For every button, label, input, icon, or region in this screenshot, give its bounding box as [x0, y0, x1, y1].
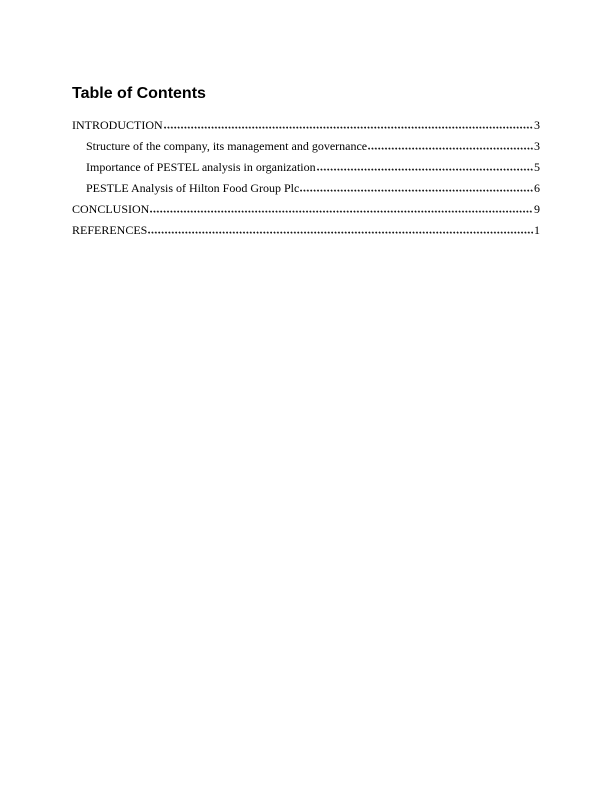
dot-leader [317, 168, 533, 171]
page-title: Table of Contents [72, 85, 206, 102]
toc-page-number: 9 [534, 202, 540, 216]
toc-page-number: 1 [534, 223, 540, 237]
toc-page-number: 6 [534, 181, 540, 195]
toc-entry-references[interactable] [72, 220, 540, 241]
table-of-contents [72, 115, 540, 241]
toc-page-number: 3 [534, 139, 540, 153]
toc-entry-label: INTRODUCTION [72, 118, 163, 132]
toc-entry-label: Structure of the company, its management and governance [86, 139, 368, 153]
toc-entry-structure-of-company[interactable] [72, 136, 540, 157]
toc-entry-label: CONCLUSION [72, 202, 150, 216]
dot-leader [148, 231, 533, 234]
toc-entry-label: PESTLE Analysis of Hilton Food Group Plc [86, 181, 300, 195]
dot-leader [150, 210, 533, 213]
toc-entry-importance-of-pestel[interactable] [72, 157, 540, 178]
toc-page-number: 5 [534, 160, 540, 174]
toc-entry-conclusion[interactable] [72, 199, 540, 220]
dot-leader [164, 126, 533, 129]
page-content [72, 84, 540, 241]
toc-entry-pestle-analysis-hilton[interactable] [72, 178, 540, 199]
toc-entry-label: Importance of PESTEL analysis in organization [86, 160, 316, 174]
dot-leader [368, 147, 533, 150]
dot-leader [300, 189, 533, 192]
toc-entry-label: REFERENCES [72, 223, 148, 237]
toc-page-number: 3 [534, 118, 540, 132]
toc-entry-introduction[interactable] [72, 115, 540, 136]
